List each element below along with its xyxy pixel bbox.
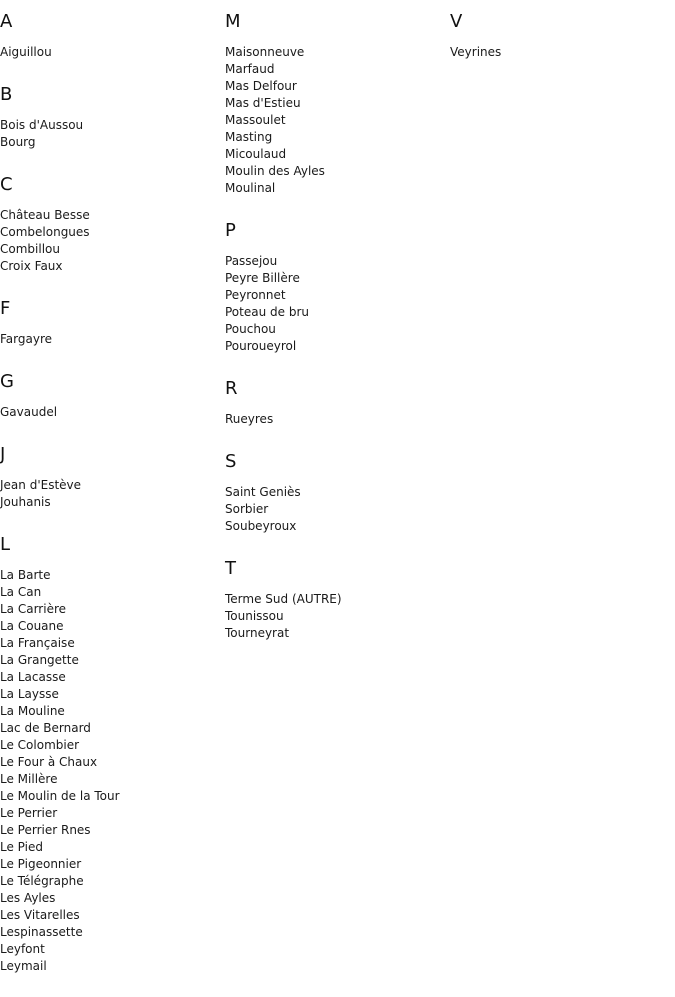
letter-group-s (225, 450, 445, 535)
list-item (225, 129, 445, 146)
list-item (0, 941, 220, 958)
index-column-1 (0, 10, 220, 997)
place-link[interactable]: Saint Geniès (225, 485, 301, 499)
place-link[interactable]: Jean d'Estève (0, 478, 82, 492)
place-link[interactable]: La Lacasse (0, 670, 66, 684)
place-link[interactable]: Mas Delfour (225, 79, 297, 93)
list-item (225, 518, 445, 535)
list-item (0, 890, 220, 907)
place-link[interactable]: Mas d'Estieu (225, 96, 301, 110)
letter-heading: V (450, 11, 463, 32)
place-link[interactable]: Maisonneuve (225, 45, 305, 59)
list-item (0, 404, 220, 421)
place-link[interactable]: Le Pigeonnier (0, 857, 82, 871)
list-item (0, 567, 220, 584)
place-link[interactable]: La Française (0, 636, 75, 650)
list-item (450, 44, 670, 61)
place-list (0, 567, 220, 975)
place-link[interactable]: Moulin des Ayles (225, 164, 325, 178)
letter-group-b (0, 83, 220, 151)
index-column-2 (225, 10, 445, 664)
list-item (0, 686, 220, 703)
place-link[interactable]: Combillou (0, 242, 60, 256)
place-link[interactable]: Passejou (225, 254, 278, 268)
letter-heading: J (0, 444, 6, 465)
place-link[interactable]: Peyre Billère (225, 271, 300, 285)
list-item (0, 117, 220, 134)
place-link[interactable]: Croix Faux (0, 259, 63, 273)
letter-group-v (450, 10, 670, 61)
list-item (0, 44, 220, 61)
letter-heading: C (0, 174, 13, 195)
list-item (225, 95, 445, 112)
index-column-3 (450, 10, 670, 83)
list-item (0, 258, 220, 275)
list-item (225, 61, 445, 78)
list-item (225, 304, 445, 321)
list-item (0, 669, 220, 686)
list-item (225, 608, 445, 625)
place-link[interactable]: Pouroueyrol (225, 339, 297, 353)
place-link[interactable]: Soubeyroux (225, 519, 297, 533)
place-link[interactable]: Jouhanis (0, 495, 51, 509)
list-item (225, 501, 445, 518)
letter-group-t (225, 557, 445, 642)
letter-heading: P (225, 220, 236, 241)
place-link[interactable]: Aiguillou (0, 45, 52, 59)
place-list (0, 331, 220, 348)
place-link[interactable]: Le Moulin de la Tour (0, 789, 120, 803)
place-link[interactable]: Bourg (0, 135, 36, 149)
list-item (0, 737, 220, 754)
list-item (0, 873, 220, 890)
place-link[interactable]: Gavaudel (0, 405, 58, 419)
place-link[interactable]: Bois d'Aussou (0, 118, 84, 132)
letter-group-f (0, 297, 220, 348)
place-list (0, 117, 220, 151)
place-list (0, 44, 220, 61)
list-item (0, 207, 220, 224)
place-list (225, 253, 445, 355)
place-link[interactable]: Le Perrier Rnes (0, 823, 91, 837)
place-link[interactable]: La Grangette (0, 653, 79, 667)
place-link[interactable]: Tounissou (225, 609, 284, 623)
list-item (0, 241, 220, 258)
place-link[interactable]: Le Télégraphe (0, 874, 84, 888)
place-link[interactable]: Les Ayles (0, 891, 56, 905)
place-link[interactable]: La Couane (0, 619, 64, 633)
list-item (225, 270, 445, 287)
place-list (0, 404, 220, 421)
list-item (0, 134, 220, 151)
place-link[interactable]: La Laysse (0, 687, 59, 701)
list-item (225, 163, 445, 180)
place-list (225, 411, 445, 428)
place-link[interactable]: Masting (225, 130, 273, 144)
list-item (225, 146, 445, 163)
letter-group-c (0, 173, 220, 275)
place-link[interactable]: Le Millère (0, 772, 58, 786)
place-link[interactable]: Fargayre (0, 332, 53, 346)
list-item (0, 805, 220, 822)
list-item (0, 856, 220, 873)
list-item (225, 411, 445, 428)
list-item (0, 754, 220, 771)
letter-group-l (0, 533, 220, 975)
place-list (450, 44, 670, 61)
place-link[interactable]: Lac de Bernard (0, 721, 91, 735)
list-item (0, 771, 220, 788)
list-item (0, 822, 220, 839)
place-list (225, 484, 445, 535)
list-item (225, 321, 445, 338)
list-item (0, 331, 220, 348)
place-link[interactable]: Leyfont (0, 942, 45, 956)
place-link[interactable]: Micoulaud (225, 147, 287, 161)
list-item (0, 924, 220, 941)
list-item (0, 652, 220, 669)
list-item (0, 788, 220, 805)
place-list (0, 477, 220, 511)
letter-group-r (225, 377, 445, 428)
place-link[interactable]: Pouchou (225, 322, 276, 336)
list-item (0, 839, 220, 856)
list-item (225, 253, 445, 270)
place-link[interactable]: Marfaud (225, 62, 275, 76)
place-link[interactable]: Lespinassette (0, 925, 83, 939)
place-link[interactable]: Leymail (0, 959, 47, 973)
place-link[interactable]: Rueyres (225, 412, 274, 426)
list-item (225, 338, 445, 355)
list-item (0, 720, 220, 737)
place-link[interactable]: La Carrière (0, 602, 67, 616)
letter-heading: A (0, 11, 13, 32)
list-item (0, 477, 220, 494)
place-link[interactable]: La Can (0, 585, 42, 599)
letter-heading: B (0, 84, 13, 105)
list-item (0, 494, 220, 511)
place-link[interactable]: Combelongues (0, 225, 90, 239)
list-item (225, 484, 445, 501)
list-item (225, 287, 445, 304)
place-link[interactable]: Terme Sud (AUTRE) (225, 592, 342, 606)
list-item (0, 584, 220, 601)
list-item (225, 78, 445, 95)
place-link[interactable]: Le Perrier (0, 806, 58, 820)
place-link[interactable]: Sorbier (225, 502, 269, 516)
letter-heading: R (225, 378, 238, 399)
list-item (0, 703, 220, 720)
place-link[interactable]: Massoulet (225, 113, 286, 127)
place-link[interactable]: La Barte (0, 568, 51, 582)
place-link[interactable]: Moulinal (225, 181, 276, 195)
place-link[interactable]: Château Besse (0, 208, 90, 222)
letter-group-a (0, 10, 220, 61)
letter-heading: F (0, 298, 11, 319)
letter-group-p (225, 219, 445, 355)
place-link[interactable]: Les Vitarelles (0, 908, 80, 922)
letter-heading: G (0, 371, 14, 392)
list-item (225, 625, 445, 642)
place-list (225, 44, 445, 197)
list-item (225, 180, 445, 197)
letter-heading: L (0, 534, 11, 555)
letter-heading: M (225, 11, 241, 32)
list-item (0, 224, 220, 241)
place-list (0, 207, 220, 275)
place-link[interactable]: Le Pied (0, 840, 43, 854)
place-link[interactable]: Le Four à Chaux (0, 755, 98, 769)
list-item (0, 635, 220, 652)
place-link[interactable]: Veyrines (450, 45, 502, 59)
place-link[interactable]: La Mouline (0, 704, 65, 718)
list-item (0, 601, 220, 618)
letter-heading: S (225, 451, 237, 472)
list-item (225, 112, 445, 129)
list-item (225, 44, 445, 61)
letter-group-m (225, 10, 445, 197)
list-item (225, 591, 445, 608)
place-link[interactable]: Poteau de bru (225, 305, 309, 319)
letter-group-g (0, 370, 220, 421)
list-item (0, 907, 220, 924)
place-link[interactable]: Tourneyrat (225, 626, 290, 640)
place-link[interactable]: Le Colombier (0, 738, 80, 752)
place-link[interactable]: Peyronnet (225, 288, 286, 302)
place-list (225, 591, 445, 642)
letter-group-j (0, 443, 220, 511)
list-item (0, 958, 220, 975)
letter-heading: T (225, 558, 236, 579)
list-item (0, 618, 220, 635)
